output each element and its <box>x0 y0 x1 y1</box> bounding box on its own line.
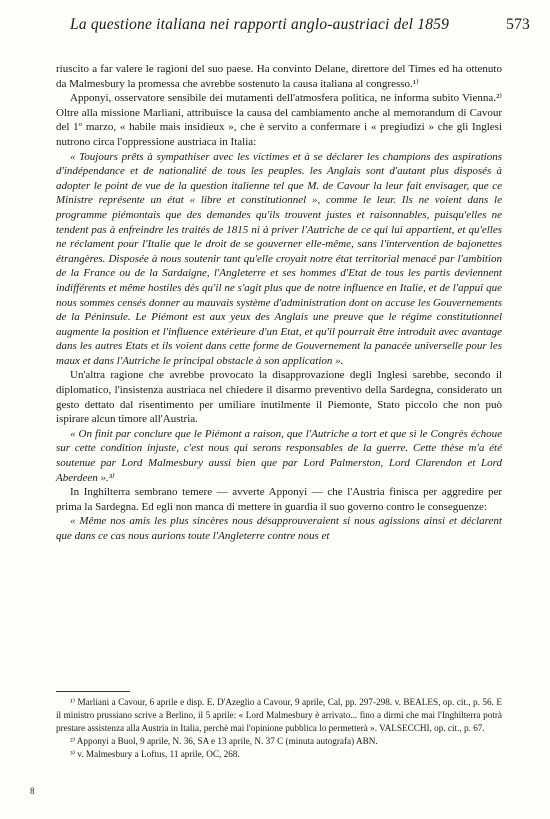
footnote: ²⁾ Apponyi a Buol, 9 aprile, N. 36, SA e 13 aprile, N. 37 C (minuta autografa) ABN. <box>70 736 378 746</box>
running-title: La questione italiana nei rapporti anglo-austriaci del 1859 <box>70 16 450 33</box>
footnotes <box>56 696 502 761</box>
page-header <box>70 16 530 38</box>
signature-mark: 8 <box>30 786 35 796</box>
quote-block: « Toujours prêts à sympathiser avec les victimes et à se déclarer les champions des aspirations d'indépendance et de nationalité de tous les peuples. les Anglais sont d'autant plus disposés à adopter le point de vue de la question italienne tel que M. de Cavour la leur fait envisager, que ce Ministre représente un état « libre et constitutionnel », comme le leur. Ils ne voient dans le programme piémontais que des demandes qu'ils trouvent justes et raisonnables, puisqu'elles ne tendent pas à enfreindre les traités de 1815 ni à priver l'Autriche de ce qui lui appartient, et qu'elles ne réclament pour l'Italie que le droit de se gouverner elle-même, sans l'intervention de bajonettes étrangères. Disposée à nous soutenir tant qu'elle croyait notre état territorial menacé par l'ambition de la France ou de la Sardaigne, l'Angleterre et ses hommes d'Etat de tous les partis deviennent indifférents et même hostiles dès qu'il ne s'agit plus que de notre influence en Italie, et de l'appui que nous sommes censés donner au mauvais système d'administration dont on accuse les Gouvernements de la Péninsule. Le Piémont est aux yeux des Anglais une preuve que le régime constitutionnel augmente la position et l'influence extérieure d'un Etat, et qu'il pourrait être introduit avec avantage dans les autres Etats et ils voient dans cette forme de Gouvernement la panacée universelle pour les maux et dans l'Autriche le principal obstacle à son application ». <box>56 150 502 367</box>
paragraph: Un'altra ragione che avrebbe provocato la disapprovazione degli Inglesi sarebbe, secondo il diplomatico, l'insistenza austriaca nel chiedere il disarmo preventivo della Sardegna, considerato un gesto dettato dal risentimento per umiliare inutilmente il Piemonte, Stato piccolo che non può ispirare alcun timore all'Austria. <box>56 369 502 426</box>
paragraph: riuscito a far valere le ragioni del suo paese. Ha convinto Delane, direttore del Times ed ha ottenuto da Malmesbury la promessa che avrebbe sostenuto la causa italiana al congresso.¹⁾ <box>56 63 502 90</box>
paragraph: In Inghilterra sembrano temere — avverte Apponyi — che l'Austria finisca per aggredire per prima la Sardegna. Ed egli non manca di mettere in guardia il suo governo contro le conseguenze: <box>56 486 502 513</box>
quote-block: « On finit par conclure que le Piémont a raison, que l'Autriche a tort et que si le Congrès échoue sur cette condition injuste, c'est nous qui serons responsables de la guerre. Cette thèse m'a été soutenue par Lord Malmesbury aussi bien que par Lord Palmerston, Lord Clarendon et Lord Aberdeen ».³⁾ <box>56 427 502 484</box>
main-text <box>56 62 502 544</box>
footnote: ¹⁾ Marliani a Cavour, 6 aprile e disp. E. D'Azeglio a Cavour, 9 aprile, Cal, pp. 297-298. v. BEALES, op. cit., p. 56. E il ministro prussiano scrive a Berlino, il 5 aprile: « Lord Malmesbury è arrivato... fino a dirmi che mai l'Inghilterra potrà prestare assistenza alla Austria in Italia, perchè mai l'opinione pubblica lo permetterà ». VALSECCHI, op. cit., p. 67. <box>56 697 502 733</box>
footnote-rule <box>56 691 130 692</box>
paragraph: Apponyi, osservatore sensibile dei mutamenti dell'atmosfera politica, ne informa subito Vienna.²⁾ Oltre alla missione Marliani, attribuisce la causa del cambiamento anche al memorandum di Cavour del 1º marzo, « habile mais insidieux », che è servito a confermare i « pregiudizi » che gli Inglesi nutrono circa l'oppressione austriaca in Italia: <box>56 92 502 148</box>
quote-block: « Même nos amis les plus sincères nous désapprouveraient si nous agissions ainsi et déclarent que dans ce cas nous aurions toute l'Angleterre contre nous et <box>56 515 502 542</box>
footnote: ³⁾ v. Malmesbury a Loftus, 11 aprile, OC, 268. <box>70 749 240 759</box>
page-number: 573 <box>506 16 530 33</box>
